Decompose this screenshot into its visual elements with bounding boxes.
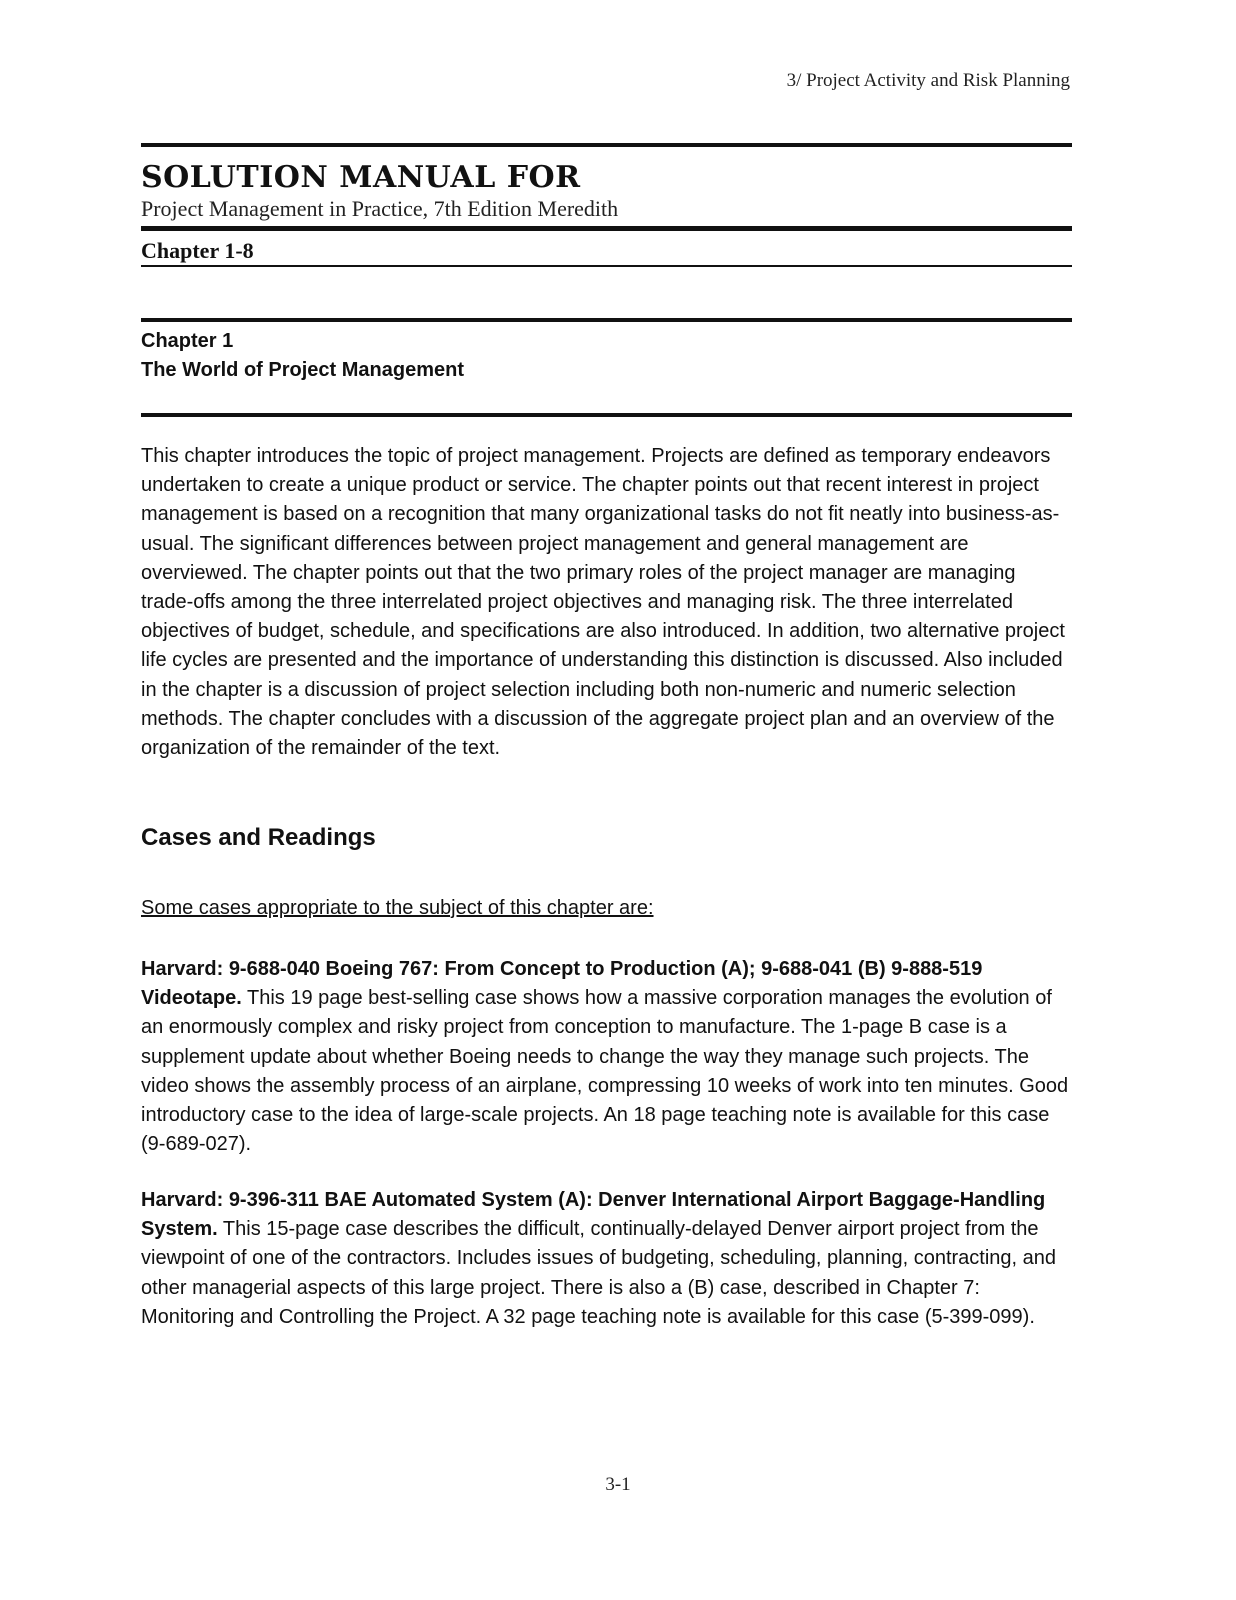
running-header: 3/ Project Activity and Risk Planning (786, 70, 1070, 91)
chapter-range: Chapter 1-8 (141, 238, 254, 263)
chapter-title: The World of Project Management (141, 359, 464, 381)
intro-paragraph: This chapter introduces the topic of project management. Projects are defined as temporary endeavors undertaken to create a unique product or service. The chapter points out that recent interest in project management is based on a recognition that many organizational tasks do not fit neatly into business-as-usual. The significant differences between project management and general management are overviewed. The chapter points out that the two primary roles of the project manager are managing trade-offs among the three interrelated project objectives and managing risk. The three interrelated objectives of budget, schedule, and specifications are also introduced. In addition, two alternative project life cycles are presented and the importance of understanding this distinction is discussed. Also included in the chapter is a discussion of project selection including both non-numeric and numeric selection methods. The chapter concludes with a discussion of the aggregate project plan and an overview of the organization of the remainder of the text. (141, 445, 1065, 760)
case-description: This 15-page case describes the difficult, continually-delayed Denver airport project from the viewpoint of one of the contractors. Includes issues of budgeting, scheduling, planning, contracting, and other managerial aspects of this large project. There is also a (B) case, described in Chapter 7: Monitoring and Controlling the Project. A 32 page teaching note is available for this case (5-399-099). (141, 1218, 1057, 1328)
case-entry (141, 955, 1072, 1159)
section-heading: Cases and Readings (141, 824, 376, 851)
case-entry (141, 1186, 1072, 1332)
title-bottom-rule (141, 226, 1072, 231)
chapter-range-rule (141, 265, 1072, 267)
case-description: This 19 page best-selling case shows how a massive corporation manages the evolution of an enormously complex and risky project from conception to manufacture. The 1-page B case is a supplement update about whether Boeing needs to change the way they manage such projects. The video shows the assembly process of an airplane, compressing 10 weeks of work into ten minutes. Good introductory case to the idea of large-scale projects. An 18 page teaching note is available for this case (9-689-027). (141, 987, 1069, 1156)
manual-title: SOLUTION MANUAL FOR (141, 160, 581, 195)
case-citation: Harvard: 9-688-040 Boeing 767: From Concept to Production (A); 9-688-041 (B) 9-888-519 Videotape. (141, 958, 983, 1010)
title-top-rule (141, 143, 1072, 147)
cases-intro: Some cases appropriate to the subject of this chapter are: (141, 897, 654, 919)
chapter-heading (141, 327, 464, 385)
page-number: 3-1 (605, 1474, 631, 1495)
chapter-bottom-rule (141, 413, 1072, 417)
chapter-top-rule (141, 318, 1072, 322)
manual-subtitle: Project Management in Practice, 7th Edition Meredith (141, 196, 619, 221)
case-citation: Harvard: 9-396-311 BAE Automated System (A): Denver International Airport Baggage-Handling System. (141, 1189, 1046, 1241)
chapter-number: Chapter 1 (141, 330, 234, 352)
